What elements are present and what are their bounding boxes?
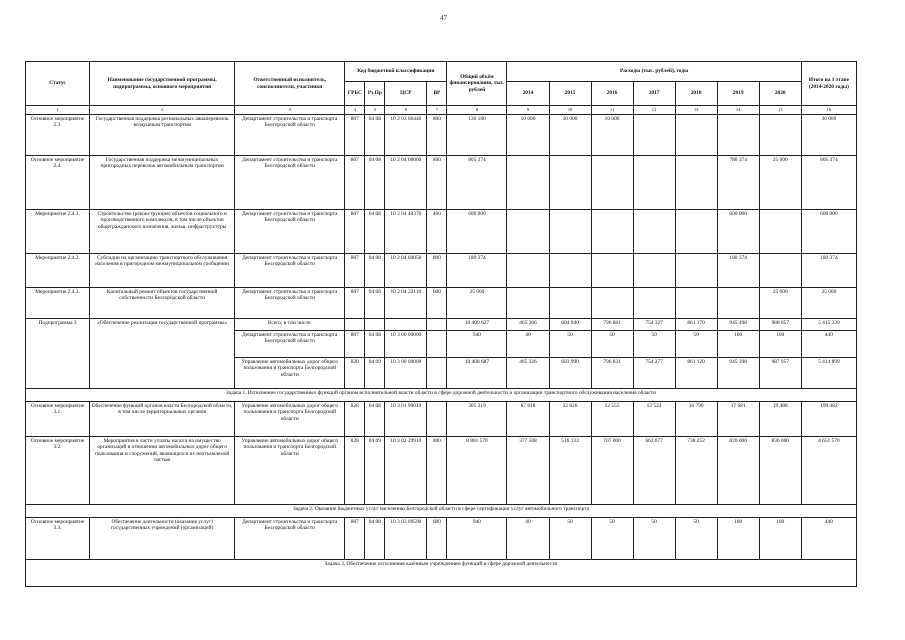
year-value-cell: 50 xyxy=(675,518,717,560)
rzpr-cell: 04 08 xyxy=(365,518,385,560)
task-heading: Задача 2. Оказание бюджетных услуг населению Белгородской области в сфере сертификации услуг автомобильного транспорта xyxy=(26,505,857,518)
year-value-cell: 10 000 xyxy=(591,115,633,156)
header-rzpr: Рз Пр xyxy=(365,82,385,106)
year-value-cell xyxy=(549,156,591,210)
csr-cell: 10 3 01 90019 xyxy=(385,402,427,437)
year-value-cell xyxy=(549,210,591,254)
year-value-cell xyxy=(549,288,591,319)
year-value-cell: 600 000 xyxy=(717,210,759,254)
csr-cell xyxy=(385,319,427,331)
vr-cell xyxy=(427,402,447,437)
year-value-cell: 50 xyxy=(675,331,717,358)
year-value-cell: 50 xyxy=(591,331,633,358)
program-name-cell: Субсидии на организацию транспортного обслуживания населения в пригородном межмуниципальном сообщении xyxy=(90,254,235,288)
program-name-cell: Государственная поддержка межмуниципальных пригородных перевозок автомобильным транспортом xyxy=(90,156,235,210)
year-value-cell: 780 374 xyxy=(717,156,759,210)
header-total-volume: Общий объём финансирования, тыс. рублей xyxy=(447,62,507,106)
year-value-cell: 988 057 xyxy=(759,319,801,331)
year-value-cell: 707 000 xyxy=(591,437,633,505)
header-year: 2020 xyxy=(759,82,801,106)
rzpr-cell: 04 08 xyxy=(365,331,385,358)
column-number: 2 xyxy=(90,106,235,115)
rzpr-cell: 04 08 xyxy=(365,402,385,437)
column-number: 1 xyxy=(26,106,90,115)
status-cell: Мероприятие 2.4.2. xyxy=(26,254,90,288)
year-value-cell: 180 374 xyxy=(717,254,759,288)
year-value-cell: 796 881 xyxy=(591,319,633,331)
year-value-cell: 377 508 xyxy=(507,437,549,505)
table-row xyxy=(26,437,857,505)
csr-cell: 10 3 03 00590 xyxy=(385,518,427,560)
subprogram-row xyxy=(26,319,857,331)
stage-total-cell: 440 xyxy=(801,331,856,358)
grbs-cell: 807 xyxy=(345,115,365,156)
year-value-cell: 100 xyxy=(759,518,801,560)
task-row xyxy=(26,505,857,518)
rzpr-cell: 04 09 xyxy=(365,358,385,389)
year-value-cell xyxy=(633,115,675,156)
column-number: 13 xyxy=(675,106,717,115)
header-expenses: Расходы (тыс. рублей), годы xyxy=(507,62,801,82)
year-value-cell xyxy=(759,210,801,254)
year-value-cell: 662 677 xyxy=(633,437,675,505)
grbs-cell: 807 xyxy=(345,518,365,560)
year-value-cell xyxy=(675,210,717,254)
year-value-cell xyxy=(507,254,549,288)
csr-cell: 10 3 00 00000 xyxy=(385,331,427,358)
subprogram-status: Подпрограмма 3 xyxy=(26,319,90,389)
executor-cell: Управление автомобильных дорог общего пользования и транспорта Белгородской области xyxy=(235,402,345,437)
year-value-cell xyxy=(717,115,759,156)
column-number: 9 xyxy=(507,106,549,115)
rzpr-cell: 04 08 xyxy=(365,156,385,210)
program-name-cell: Капитальный ремонт объектов государственной собственности Белгородской области xyxy=(90,288,235,319)
total-cell: 940 xyxy=(447,518,507,560)
year-value-cell xyxy=(591,288,633,319)
total-cell: 805 374 xyxy=(447,156,507,210)
executor-cell: Управление автомобильных дорог общего пользования и транспорта Белгородской области xyxy=(235,358,345,389)
header-status: Статус xyxy=(26,62,90,106)
year-value-cell xyxy=(507,288,549,319)
program-name-cell: Обеспечение деятельности (оказание услуг) государственных учреждений (организаций) xyxy=(90,518,235,560)
stage-total-cell: 600 000 xyxy=(801,210,856,254)
year-value-cell: 40 xyxy=(507,331,549,358)
csr-cell: 10 3 02 29910 xyxy=(385,437,427,505)
vr-cell xyxy=(427,331,447,358)
header-year: 2015 xyxy=(549,82,591,106)
rzpr-cell: 04 08 xyxy=(365,210,385,254)
year-value-cell: 603 990 xyxy=(549,358,591,389)
header-year: 2017 xyxy=(633,82,675,106)
header-csr: ЦСР xyxy=(385,82,427,106)
year-value-cell: 987 957 xyxy=(759,358,801,389)
vr-cell: 800 xyxy=(427,254,447,288)
year-value-cell xyxy=(591,210,633,254)
table-row xyxy=(26,210,857,254)
column-number: 8 xyxy=(447,106,507,115)
year-value-cell: 796 831 xyxy=(591,358,633,389)
budget-table xyxy=(25,61,857,587)
year-value-cell: 50 xyxy=(633,331,675,358)
csr-cell: 10 2 04 60050 xyxy=(385,254,427,288)
vr-cell: 800 xyxy=(427,437,447,505)
stage-total-cell: 25 000 xyxy=(801,288,856,319)
year-value-cell xyxy=(591,156,633,210)
year-value-cell xyxy=(633,288,675,319)
year-value-cell: 100 xyxy=(759,331,801,358)
total-cell: 600 000 xyxy=(447,210,507,254)
status-cell: Мероприятие 2.4.1. xyxy=(26,210,90,254)
column-number: 16 xyxy=(801,106,856,115)
header-budget-code: Код бюджетной классификации xyxy=(345,62,447,82)
stage-total-cell: 5 415 339 xyxy=(801,319,856,331)
rzpr-cell: 04 08 xyxy=(365,288,385,319)
csr-cell: 10 2 04 00000 xyxy=(385,156,427,210)
year-value-cell: 50 xyxy=(633,518,675,560)
year-value-cell: 754 277 xyxy=(633,358,675,389)
grbs-cell: 807 xyxy=(345,254,365,288)
year-value-cell: 87 818 xyxy=(507,402,549,437)
year-value-cell xyxy=(675,115,717,156)
executor-cell: Департамент строительства и транспорта Белгородской области xyxy=(235,156,345,210)
year-value-cell: 12 524 xyxy=(633,402,675,437)
column-number-row xyxy=(26,106,857,115)
year-value-cell xyxy=(759,254,801,288)
stage-total-cell: 5 414 899 xyxy=(801,358,856,389)
total-cell: 25 000 xyxy=(447,288,507,319)
csr-cell: 10 2 04 40370 xyxy=(385,210,427,254)
year-value-cell xyxy=(675,254,717,288)
rzpr-cell xyxy=(365,319,385,331)
header-grbs: ГРБС xyxy=(345,82,365,106)
stage-total-cell: 199 482 xyxy=(801,402,856,437)
task-heading: Задача 1. Исполнение государственных функций органом исполнительной власти области в сфере дорожной деятельности и организации транспортного обслуживания населения области xyxy=(26,389,857,402)
column-number: 12 xyxy=(633,106,675,115)
grbs-cell: 828 xyxy=(345,402,365,437)
table-row xyxy=(26,518,857,560)
header-year: 2019 xyxy=(717,82,759,106)
year-value-cell: 861 170 xyxy=(675,319,717,331)
year-value-cell: 50 xyxy=(549,518,591,560)
year-value-cell xyxy=(633,254,675,288)
rzpr-cell: 04 09 xyxy=(365,437,385,505)
total-cell: 10 408 687 xyxy=(447,358,507,389)
column-number: 7 xyxy=(427,106,447,115)
executor-cell: Департамент строительства и транспорта Белгородской области xyxy=(235,115,345,156)
year-value-cell xyxy=(591,254,633,288)
year-value-cell: 50 xyxy=(591,518,633,560)
year-value-cell: 50 xyxy=(549,331,591,358)
csr-cell: 10 3 00 00000 xyxy=(385,358,427,389)
grbs-cell: 807 xyxy=(345,331,365,358)
column-number: 11 xyxy=(591,106,633,115)
status-cell: Основное мероприятие 3.1. xyxy=(26,402,90,437)
year-value-cell: 25 000 xyxy=(759,156,801,210)
csr-cell: 10 2 03 60440 xyxy=(385,115,427,156)
task-row xyxy=(26,560,857,587)
stage-total-cell: 4 651 570 xyxy=(801,437,856,505)
total-cell: 940 xyxy=(447,331,507,358)
column-number: 5 xyxy=(365,106,385,115)
year-value-cell xyxy=(759,115,801,156)
executor-cell: Всего, в том числе: xyxy=(235,319,345,331)
stage-total-cell: 180 374 xyxy=(801,254,856,288)
grbs-cell: 807 xyxy=(345,210,365,254)
grbs-cell xyxy=(345,319,365,331)
executor-cell: Департамент строительства и транспорта Белгородской области xyxy=(235,331,345,358)
page-number: 47 xyxy=(440,14,447,22)
year-value-cell xyxy=(675,288,717,319)
grbs-cell: 807 xyxy=(345,156,365,210)
table-row xyxy=(26,402,857,437)
total-cell: 10 409 627 xyxy=(447,319,507,331)
year-value-cell: 861 120 xyxy=(675,358,717,389)
header-total-stage: Итого на 1 этапе (2014-2020 годы) xyxy=(801,62,856,106)
year-value-cell: 604 040 xyxy=(549,319,591,331)
year-value-cell: 10 000 xyxy=(549,115,591,156)
csr-cell: 10 2 04 22110 xyxy=(385,288,427,319)
task-heading: Задача 3. Обеспечение исполнения казённым учреждением функций в сфере дорожной деятельности xyxy=(26,560,857,587)
table-row xyxy=(26,254,857,288)
year-value-cell: 100 xyxy=(717,331,759,358)
rzpr-cell: 04 08 xyxy=(365,254,385,288)
column-number: 3 xyxy=(235,106,345,115)
executor-cell: Департамент строительства и транспорта Белгородской области xyxy=(235,288,345,319)
year-value-cell: 465 366 xyxy=(507,319,549,331)
subprogram-name: «Обеспечение реализации государственной программы» xyxy=(90,319,235,389)
year-value-cell: 17 681 xyxy=(717,402,759,437)
year-value-cell: 16 790 xyxy=(675,402,717,437)
year-value-cell: 738 252 xyxy=(675,437,717,505)
status-cell: Основное мероприятие 2.3. xyxy=(26,115,90,156)
vr-cell: 800 xyxy=(427,115,447,156)
year-value-cell xyxy=(549,254,591,288)
total-cell: 180 374 xyxy=(447,254,507,288)
year-value-cell: 465 326 xyxy=(507,358,549,389)
column-number: 4 xyxy=(345,106,365,115)
program-name-cell: Государственная поддержка региональных авиаперевозок воздушным транспортом xyxy=(90,115,235,156)
stage-total-cell: 805 374 xyxy=(801,156,856,210)
header-program-name: Наименование государственной программы, подпрограммы, основного мероприятия xyxy=(90,62,235,106)
year-value-cell: 820 000 xyxy=(717,437,759,505)
vr-cell xyxy=(427,358,447,389)
column-number: 6 xyxy=(385,106,427,115)
year-value-cell: 516 133 xyxy=(549,437,591,505)
vr-cell xyxy=(427,319,447,331)
year-value-cell: 10 000 xyxy=(507,115,549,156)
year-value-cell: 830 000 xyxy=(759,437,801,505)
executor-cell: Департамент строительства и транспорта Белгородской области xyxy=(235,254,345,288)
task-row xyxy=(26,389,857,402)
total-cell: 305 319 xyxy=(447,402,507,437)
grbs-cell: 828 xyxy=(345,358,365,389)
status-cell: Основное мероприятие 2.4. xyxy=(26,156,90,210)
status-cell: Основное мероприятие 3.2. xyxy=(26,437,90,505)
program-name-cell: Строительство (реконструкция) объектов социального и производственного комплексов, в том числе объектов общегражданского назначения, жилья, инфраструктуры xyxy=(90,210,235,254)
year-value-cell: 40 xyxy=(507,518,549,560)
year-value-cell: 25 000 xyxy=(759,288,801,319)
year-value-cell xyxy=(633,210,675,254)
executor-cell: Управление автомобильных дорог общего пользования и транспорта Белгородской области xyxy=(235,437,345,505)
year-value-cell: 12 555 xyxy=(591,402,633,437)
year-value-cell: 32 626 xyxy=(549,402,591,437)
stage-total-cell: 440 xyxy=(801,518,856,560)
year-value-cell: 945 398 xyxy=(717,358,759,389)
header-year: 2014 xyxy=(507,82,549,106)
column-number: 10 xyxy=(549,106,591,115)
executor-cell: Департамент строительства и транспорта Белгородской области xyxy=(235,518,345,560)
program-name-cell: Мероприятия в части уплаты налога на имущество организаций в отношении автомобильных дорог общего пользования и сооружений, являющихся их неотъемлемой частью xyxy=(90,437,235,505)
vr-cell: 400 xyxy=(427,210,447,254)
table-row xyxy=(26,115,857,156)
vr-cell: 600 xyxy=(427,518,447,560)
table-row xyxy=(26,156,857,210)
year-value-cell: 945 498 xyxy=(717,319,759,331)
year-value-cell xyxy=(717,288,759,319)
rzpr-cell: 04 08 xyxy=(365,115,385,156)
status-cell: Основное мероприятие 3.3. xyxy=(26,518,90,560)
column-number: 15 xyxy=(759,106,801,115)
program-name-cell: Обеспечение функций органов власти Белгородской области, в том числе территориальных органов xyxy=(90,402,235,437)
year-value-cell: 754 327 xyxy=(633,319,675,331)
vr-cell: 800 xyxy=(427,156,447,210)
column-number: 14 xyxy=(717,106,759,115)
grbs-cell: 807 xyxy=(345,288,365,319)
grbs-cell: 828 xyxy=(345,437,365,505)
vr-cell: 600 xyxy=(427,288,447,319)
table-row xyxy=(26,288,857,319)
year-value-cell xyxy=(675,156,717,210)
total-cell: 8 801 570 xyxy=(447,437,507,505)
header-year: 2018 xyxy=(675,82,717,106)
status-cell: Мероприятие 2.4.3. xyxy=(26,288,90,319)
header-vr: ВР xyxy=(427,82,447,106)
year-value-cell: 100 xyxy=(717,518,759,560)
year-value-cell xyxy=(507,156,549,210)
header-executor: Ответственный исполнитель, соисполнители, участники xyxy=(235,62,345,106)
total-cell: 136 180 xyxy=(447,115,507,156)
year-value-cell xyxy=(507,210,549,254)
year-value-cell: 19 488 xyxy=(759,402,801,437)
stage-total-cell: 30 000 xyxy=(801,115,856,156)
executor-cell: Департамент строительства и транспорта Белгородской области xyxy=(235,210,345,254)
header-year: 2016 xyxy=(591,82,633,106)
year-value-cell xyxy=(633,156,675,210)
